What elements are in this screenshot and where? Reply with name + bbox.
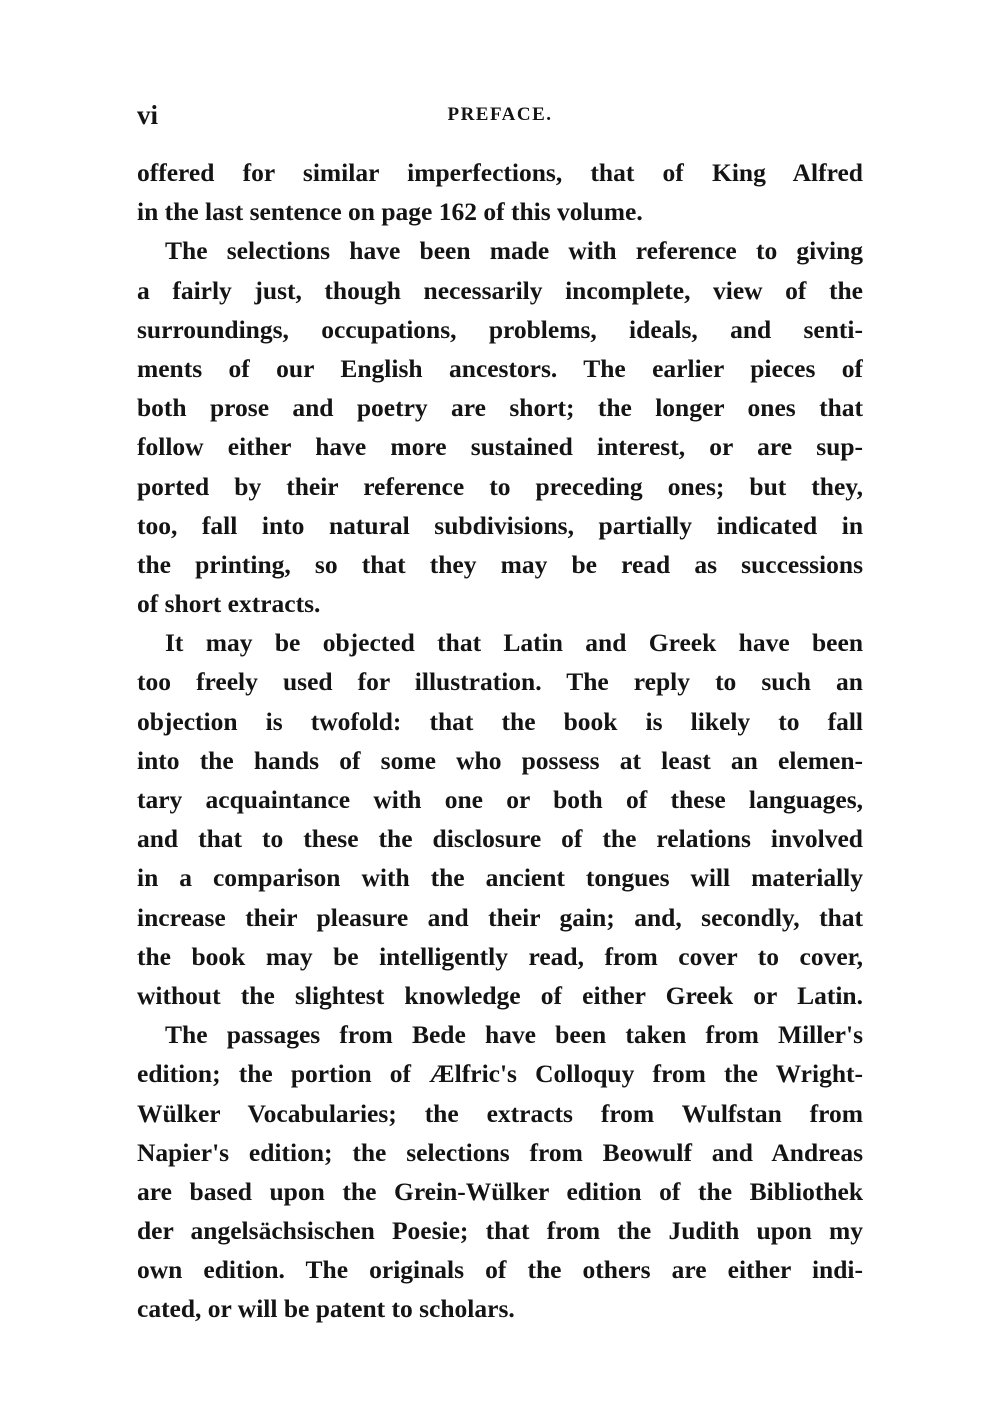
text-line: ments of our English ancestors. The earlier pieces of [137,353,863,383]
text-line: without the slightest knowledge of either Greek or Latin. [137,980,863,1010]
text-line: der angelsächsischen Poesie; that from the Judith upon my [137,1216,863,1246]
text-line: the printing, so that they may be read as successions [137,549,863,579]
text-line: cated, or will be patent to scholars. [137,1294,515,1324]
text-line: in a comparison with the ancient tongues will materially [137,863,863,893]
text-line: offered for similar imperfections, that of King Alfred [137,158,863,187]
text-line: both prose and poetry are short; the longer ones that [137,393,863,423]
text-line: The passages from Bede have been taken from Miller's [165,1020,863,1050]
text-line: follow either have more sustained interest, or are sup- [137,432,863,462]
text-line: in the last sentence on page 162 of this volume. [137,197,643,227]
paragraph [137,1015,863,1329]
text-line: a fairly just, though necessarily incomplete, view of the [137,275,863,305]
text-line: own edition. The originals of the others are either indi- [137,1255,863,1285]
text-line: the book may be intelligently read, from cover to cover, [137,941,863,971]
page-number: vi [137,100,159,130]
paragraph [137,623,863,1015]
text-line: edition; the portion of Ælfric's Colloquy from the Wright- [137,1059,863,1089]
text-line: The selections have been made with reference to giving [165,236,863,266]
text-line: Napier's edition; the selections from Beowulf and Andreas [137,1137,863,1167]
text-line: too freely used for illustration. The reply to such an [137,667,863,697]
text-line: objection is twofold: that the book is likely to fall [137,706,863,736]
text-line: too, fall into natural subdivisions, partially indicated in [137,510,863,540]
paragraph [137,153,863,231]
text-line: and that to these the disclosure of the relations involved [137,824,863,854]
text-line: tary acquaintance with one or both of these languages, [137,785,863,814]
body-text [137,153,863,1329]
text-line: Wülker Vocabularies; the extracts from Wulfstan from [137,1098,863,1128]
text-line: surroundings, occupations, problems, ideals, and senti- [137,314,863,344]
text-line: ported by their reference to preceding ones; but they, [137,471,863,501]
text-line: It may be objected that Latin and Greek have been [165,628,863,658]
paragraph [137,231,863,623]
running-title: PREFACE. [447,104,553,125]
text-line: of short extracts. [137,589,321,619]
page-header [137,100,863,134]
text-line: into the hands of some who possess at least an elemen- [137,745,863,775]
text-line: increase their pleasure and their gain; and, secondly, that [137,902,863,932]
text-line: are based upon the Grein-Wülker edition of the Bibliothek [137,1176,863,1206]
